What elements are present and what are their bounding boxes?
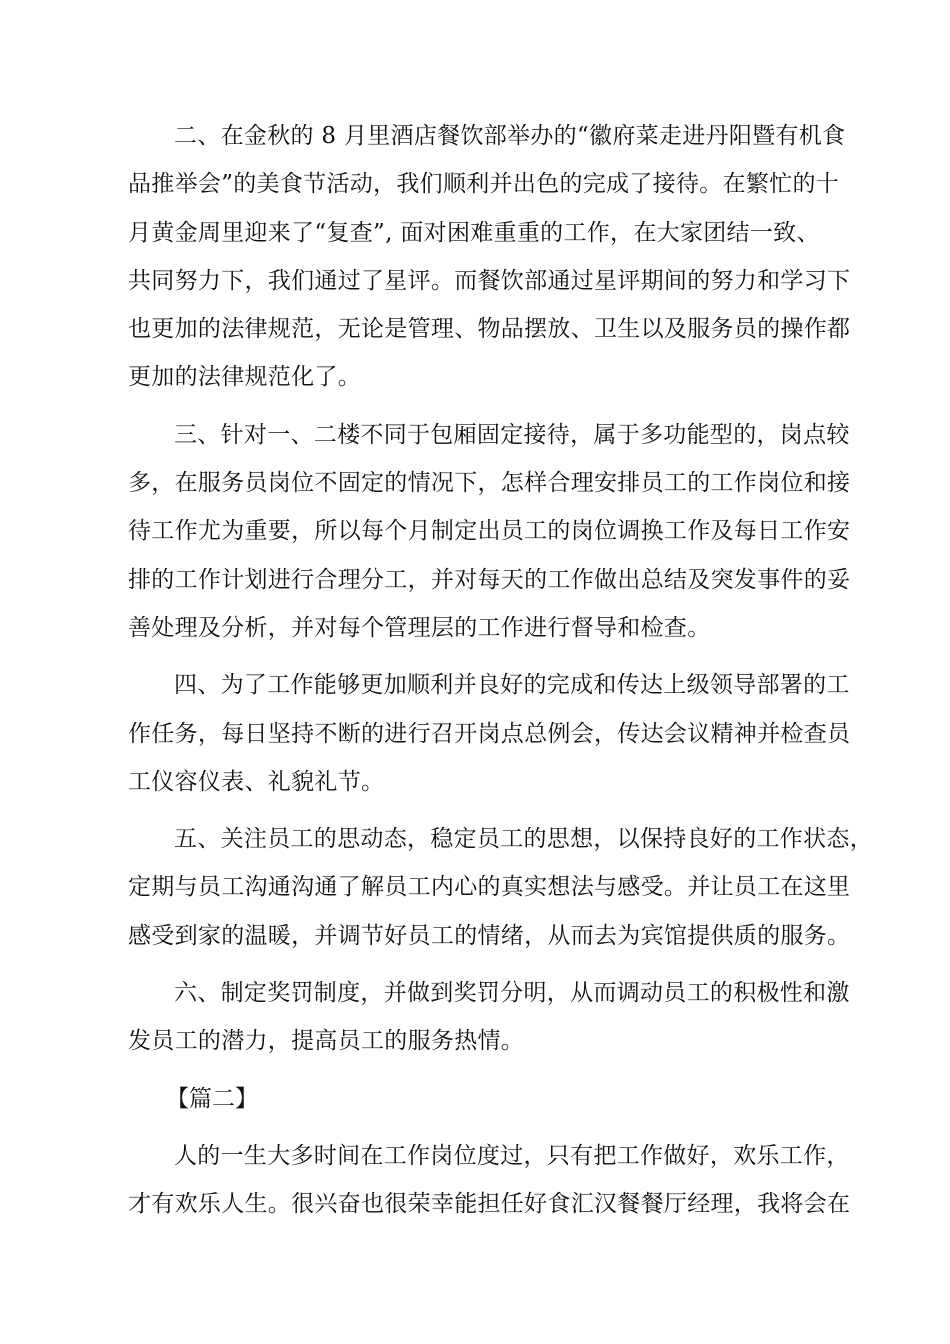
text-line: 感受到家的温暖，并调节好员工的情绪，从而去为宾馆提供质的服务。	[128, 922, 851, 949]
text-line: 善处理及分析，并对每个管理层的工作进行督导和检查。	[128, 614, 711, 641]
section-heading: 【篇二】	[166, 1085, 258, 1112]
text-line: 多，在服务员岗位不固定的情况下，怎样合理安排员工的工作岗位和接	[128, 470, 851, 497]
paragraph-final	[128, 1132, 851, 1229]
text-line: 二、在金秋的 8 月里酒店餐饮部举办的“徽府菜走进丹阳暨有机食	[174, 123, 846, 149]
paragraph-6	[128, 969, 850, 1066]
text-line: 三、针对一、二楼不同于包厢固定接待，属于多功能型的，岗点较	[174, 421, 850, 448]
text-line: 四、为了工作能够更加顺利并良好的完成和传达上级领导部署的工	[174, 672, 850, 699]
paragraph-4	[128, 661, 851, 806]
document-body	[128, 112, 873, 1238]
text-line: 才有欢乐人生。很兴奋也很荣幸能担任好食汇汉餐餐厅经理，我将会在	[128, 1191, 851, 1218]
text-line: 发员工的潜力，提高员工的服务热情。	[128, 1028, 525, 1055]
text-line: 品推举会”的美食节活动，我们顺利并出色的完成了接待。在繁忙的十	[128, 171, 840, 198]
text-line: 人的一生大多时间在工作岗位度过，只有把工作做好，欢乐工作，	[174, 1142, 850, 1169]
text-line: 六、制定奖罚制度，并做到奖罚分明，从而调动员工的积极性和激	[174, 980, 850, 1007]
text-line: 也更加的法律规范，无论是管理、物品摆放、卫生以及服务员的操作都	[128, 316, 851, 343]
text-line: 月黄金周里迎来了“复查”, 面对困难重重的工作，在大家团结一致、	[128, 219, 820, 246]
text-line: 作任务，每日坚持不断的进行召开岗点总例会，传达会议精神并检查员	[128, 720, 851, 747]
paragraph-2	[128, 112, 851, 402]
paragraph-3	[128, 411, 851, 652]
text-line: 定期与员工沟通沟通了解员工内心的真实想法与感受。并让员工在这里	[128, 874, 851, 901]
text-line: 五、关注员工的思动态，稳定员工的思想，以保持良好的工作状态，	[174, 826, 873, 853]
text-line: 共同努力下，我们通过了星评。而餐饮部通过星评期间的努力和学习下	[128, 267, 851, 294]
text-line: 工仪容仪表、礼貌礼节。	[128, 768, 385, 795]
text-line: 排的工作计划进行合理分工，并对每天的工作做出总结及突发事件的妥	[128, 566, 851, 593]
paragraph-5	[128, 815, 873, 960]
text-line: 待工作尤为重要，所以每个月制定出员工的岗位调换工作及每日工作安	[128, 518, 851, 545]
text-line: 更加的法律规范化了。	[128, 364, 361, 391]
